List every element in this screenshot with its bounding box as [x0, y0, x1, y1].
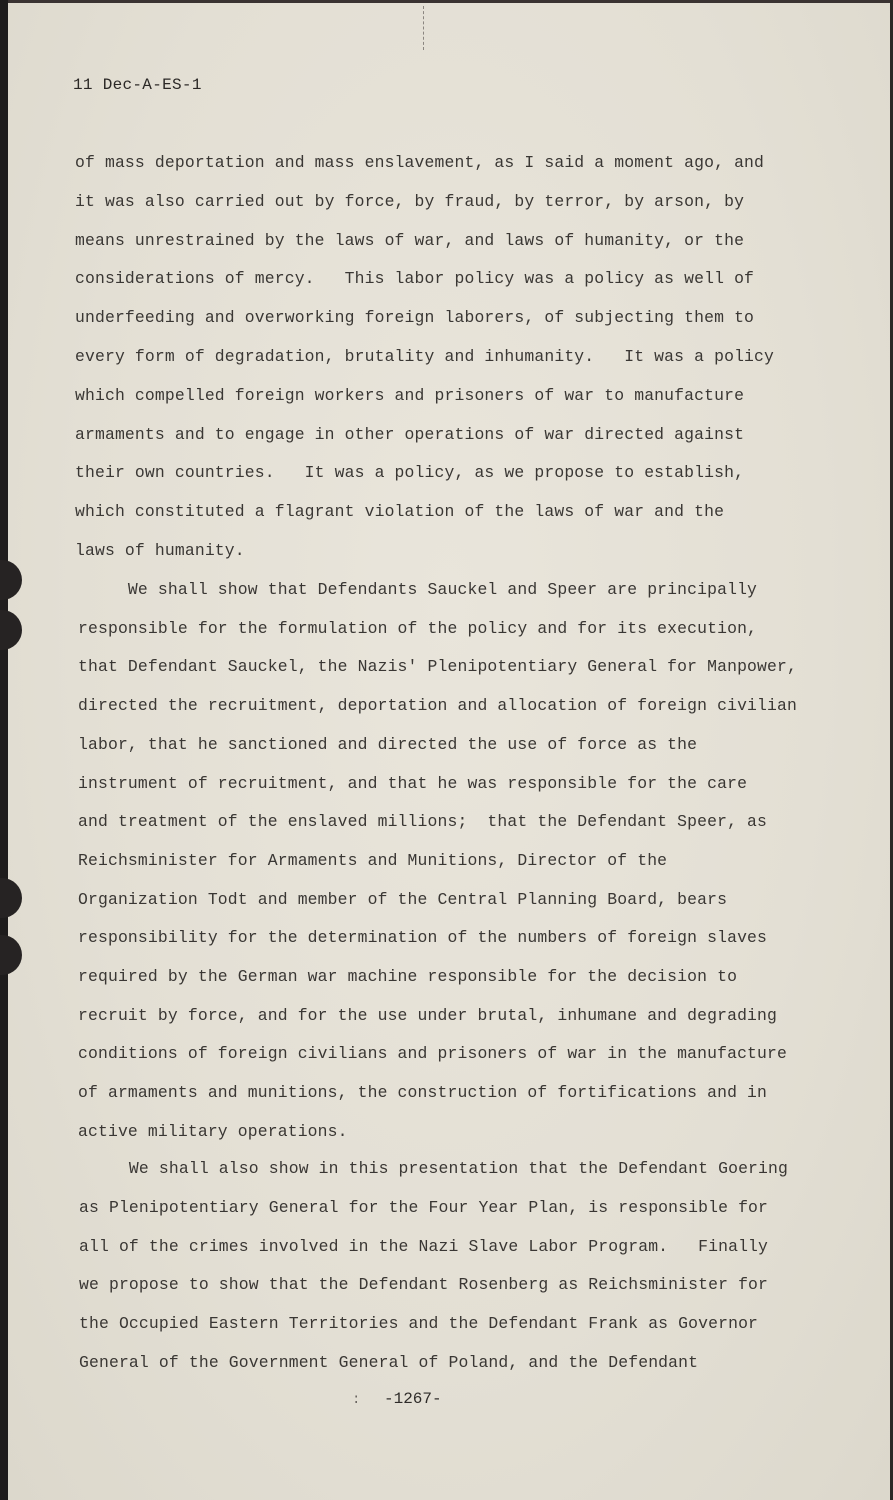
text-line: considerations of mercy. This labor policy was a policy as well of — [75, 269, 755, 289]
text-line: We shall show that Defendants Sauckel and Speer are principally — [78, 580, 758, 599]
text-line: of armaments and munitions, the construction of fortifications and in — [78, 1083, 768, 1103]
text-line: conditions of foreign civilians and prisoners of war in the manufacture — [78, 1044, 788, 1064]
margin-mark: : — [352, 1392, 361, 1408]
text-line: as Plenipotentiary General for the Four Year Plan, is responsible for — [79, 1197, 769, 1217]
text-line: directed the recruitment, deportation and allocation of foreign civilian — [78, 696, 797, 716]
text-line: We shall also show in this presentation that the Defendant Goering — [79, 1159, 789, 1178]
text-line: which compelled foreign workers and prisoners of war to manufacture — [75, 385, 745, 405]
text-line: all of the crimes involved in the Nazi Slave Labor Program. Finally — [79, 1236, 769, 1256]
text-line: armaments and to engage in other operations of war directed against — [75, 424, 745, 444]
scan-left-edge — [0, 0, 8, 1500]
text-line: responsible for the formulation of the policy and for its execution, — [78, 618, 758, 638]
text-line: the Occupied Eastern Territories and the Defendant Frank as Governor — [79, 1314, 759, 1334]
text-line: their own countries. It was a policy, as we propose to establish, — [75, 463, 745, 483]
text-line: instrument of recruitment, and that he was responsible for the care — [78, 773, 748, 793]
text-line: which constituted a flagrant violation of the laws of war and the — [75, 502, 725, 522]
page-number: -1267- — [384, 1390, 442, 1408]
text-line: that Defendant Sauckel, the Nazis' Plenipotentiary General for Manpower, — [78, 657, 797, 677]
text-line: active military operations. — [78, 1121, 348, 1141]
text-line: it was also carried out by force, by fraud, by terror, by arson, by — [75, 191, 745, 211]
text-line: responsibility for the determination of the numbers of foreign slaves — [78, 928, 768, 948]
pencil-mark — [423, 6, 425, 50]
text-line: labor, that he sanctioned and directed the use of force as the — [78, 734, 698, 754]
text-line: required by the German war machine responsible for the decision to — [78, 967, 738, 986]
text-line: underfeeding and overworking foreign laborers, of subjecting them to — [75, 308, 755, 328]
text-line: General of the Government General of Poland, and the Defendant — [79, 1353, 699, 1372]
text-line: Reichsminister for Armaments and Munitions, Director of the — [78, 850, 668, 870]
document-id: 11 Dec-A-ES-1 — [73, 76, 202, 94]
text-line: of mass deportation and mass enslavement, as I said a moment ago, and — [75, 153, 765, 172]
text-line: and treatment of the enslaved millions; that the Defendant Speer, as — [78, 812, 768, 832]
text-line: means unrestrained by the laws of war, and laws of humanity, or the — [75, 230, 745, 250]
text-line: every form of degradation, brutality and inhumanity. It was a policy — [75, 347, 775, 366]
text-line: laws of humanity. — [75, 541, 245, 560]
text-line: Organization Todt and member of the Central Planning Board, bears — [78, 889, 728, 909]
text-line: we propose to show that the Defendant Rosenberg as Reichsminister for — [79, 1275, 769, 1295]
text-line: recruit by force, and for the use under brutal, inhumane and degrading — [78, 1005, 778, 1025]
